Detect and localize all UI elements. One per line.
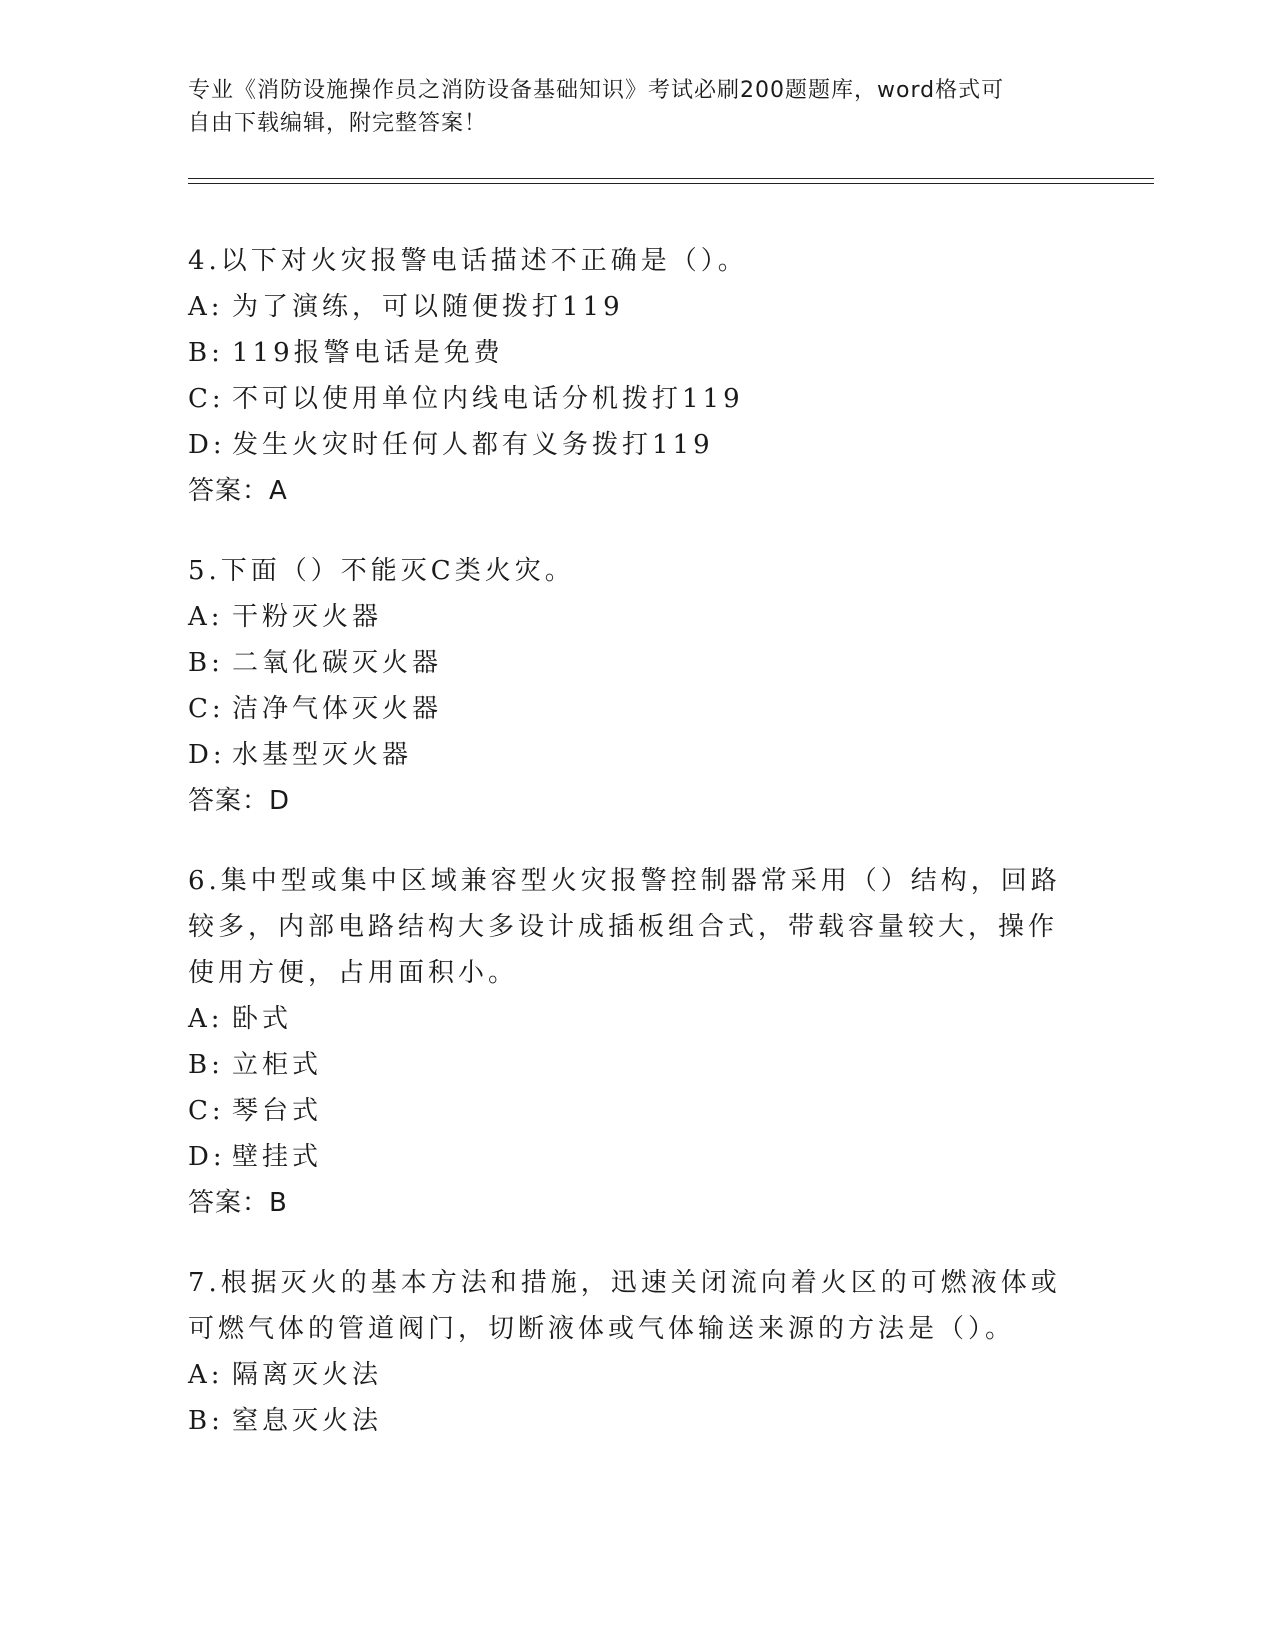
option-letter: B: xyxy=(188,1406,224,1436)
option-a xyxy=(188,284,1068,330)
document-header xyxy=(188,74,1068,140)
option-a xyxy=(188,594,1068,640)
option-d xyxy=(188,422,1068,468)
option-letter: A: xyxy=(188,602,224,632)
option-letter: D: xyxy=(188,430,226,460)
option-letter: A: xyxy=(188,1004,224,1034)
header-line-2: 自由下载编辑，附完整答案！ xyxy=(188,111,488,136)
header-divider-bottom xyxy=(188,183,1154,184)
option-text: 琴台式 xyxy=(232,1096,323,1126)
header-divider-top xyxy=(188,178,1154,179)
option-text: 洁净气体灭火器 xyxy=(232,694,443,724)
option-letter: A: xyxy=(188,1360,224,1390)
option-c xyxy=(188,376,1068,422)
question-stem: 4.以下对火灾报警电话描述不正确是（）。 xyxy=(188,246,748,276)
question-stem: 7.根据灭火的基本方法和措施，迅速关闭流向着火区的可燃液体或可燃气体的管道阀门，切断液体或气体输送来源的方法是（）。 xyxy=(188,1268,1061,1344)
option-text: 水基型灭火器 xyxy=(232,740,413,770)
option-d xyxy=(188,732,1068,778)
question-list xyxy=(188,238,1068,1478)
option-a xyxy=(188,1352,1068,1398)
question-5 xyxy=(188,548,1068,824)
option-text: 119报警电话是免费 xyxy=(232,338,504,368)
option-letter: C: xyxy=(188,384,225,414)
question-6 xyxy=(188,858,1068,1226)
answer-line: 答案：D xyxy=(188,786,291,816)
option-letter: C: xyxy=(188,1096,225,1126)
option-letter: D: xyxy=(188,1142,226,1172)
question-stem: 5.下面（）不能灭C类火灾。 xyxy=(188,556,575,586)
option-text: 壁挂式 xyxy=(232,1142,323,1172)
option-letter: B: xyxy=(188,338,224,368)
answer-line: 答案：A xyxy=(188,476,288,506)
answer-line: 答案：B xyxy=(188,1188,288,1218)
option-letter: D: xyxy=(188,740,226,770)
option-letter: A: xyxy=(188,292,224,322)
option-letter: B: xyxy=(188,648,224,678)
question-7 xyxy=(188,1260,1068,1444)
option-c xyxy=(188,686,1068,732)
option-letter: C: xyxy=(188,694,225,724)
option-text: 为了演练，可以随便拨打119 xyxy=(232,292,624,322)
header-line-1: 专业《消防设施操作员之消防设备基础知识》考试必刷200题题库，word格式可 xyxy=(188,78,1005,103)
option-b xyxy=(188,1398,1068,1444)
question-4 xyxy=(188,238,1068,514)
option-text: 卧式 xyxy=(232,1004,293,1034)
option-text: 窒息灭火法 xyxy=(232,1406,383,1436)
option-text: 隔离灭火法 xyxy=(232,1360,383,1390)
option-b xyxy=(188,640,1068,686)
option-letter: B: xyxy=(188,1050,224,1080)
option-c xyxy=(188,1088,1068,1134)
option-d xyxy=(188,1134,1068,1180)
option-text: 干粉灭火器 xyxy=(232,602,383,632)
option-a xyxy=(188,996,1068,1042)
option-text: 二氧化碳灭火器 xyxy=(232,648,443,678)
option-text: 发生火灾时任何人都有义务拨打119 xyxy=(232,430,714,460)
question-stem: 6.集中型或集中区域兼容型火灾报警控制器常采用（）结构，回路较多，内部电路结构大多设计成插板组合式，带载容量较大，操作使用方便，占用面积小。 xyxy=(188,866,1061,988)
option-b xyxy=(188,1042,1068,1088)
option-b xyxy=(188,330,1068,376)
option-text: 立柜式 xyxy=(232,1050,323,1080)
option-text: 不可以使用单位内线电话分机拨打119 xyxy=(232,384,744,414)
